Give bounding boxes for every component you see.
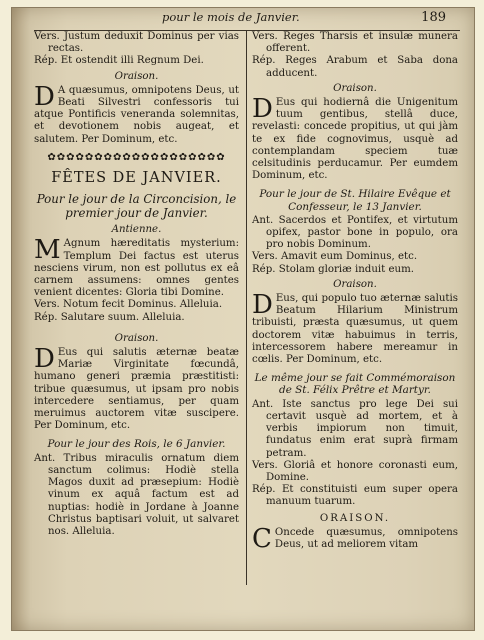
- section-heading: ORAISON.: [319, 512, 391, 524]
- right-column: [252, 31, 458, 554]
- section-heading: Oraison.: [333, 278, 377, 290]
- book-page: [12, 8, 474, 630]
- drop-capital: D: [34, 344, 55, 375]
- antiphon-paragraph: [34, 235, 239, 299]
- running-title: pour le mois de Janvier.: [162, 10, 300, 24]
- page-header: [12, 10, 474, 26]
- prayer-paragraph: [252, 94, 458, 182]
- response-text: Rép. Stolam gloriæ induit eum.: [252, 263, 414, 275]
- feast-heading: Pour le jour de la Circoncision, le premier jour de Janvier.: [36, 192, 237, 221]
- drop-capital: D: [252, 290, 273, 321]
- antiphon-text: Ant. Sacerdos et Pontifex, et virtutum opifex, pastor bone in populo, ora pro nobis Dominum.: [252, 214, 458, 251]
- left-column: [34, 31, 239, 538]
- prayer-text: Oncede quæsumus, omnipotens Deus, ut ad meliorem vitam: [274, 526, 458, 550]
- verse-text: Vers. Gloriâ et honore coronasti eum, Domine.: [252, 459, 458, 483]
- feast-heading: Le même jour se fait Commémoraison de St. Félix Prêtre et Martyr.: [254, 372, 456, 397]
- drop-capital: D: [34, 81, 55, 112]
- prayer-text: Eus qui hodiernâ die Unigenitum tuum gentibus, stellâ duce, revelasti: concede propitius, ut qui jàm te ex fide cognovimus, usquè ad contemplandam speciem tuæ celsitudinis perducamur. Per eumdem Dominum, etc.: [252, 97, 458, 182]
- prayer-paragraph: [252, 290, 458, 366]
- prayer-text: Eus, qui populo tuo æternæ salutis Beatum Hilarium Ministrum tribuisti, præsta quæsumus, ut quem doctorem vitæ habuimus in terris, intercessorem habere mereamur in cœlis. Per Dominum, etc.: [252, 293, 458, 366]
- page-title: FÊTES DE JANVIER.: [51, 170, 222, 187]
- prayer-paragraph: [34, 81, 239, 146]
- verse-text: Vers. Justum deduxit Dominus per vias rectas.: [34, 31, 239, 55]
- section-heading: Antienne.: [111, 224, 162, 236]
- feast-heading: Pour le jour des Rois, le 6 Janvier.: [47, 438, 226, 451]
- response-text: Rép. Et constituisti eum super opera manuum tuarum.: [252, 484, 458, 508]
- antiphon-text: Ant. Tribus miraculis ornatum diem sanctum colimus: Hodiè stella Magos duxit ad præsepium: Hodiè vinum ex aquâ factum est ad nuptias: hodiè in Jordane à Joanne Christus baptisari voluit, ut salvaret nos. Alleluia.: [34, 452, 239, 537]
- section-heading: Oraison.: [114, 332, 159, 344]
- response-text: Rép. Et ostendit illi Regnum Dei.: [34, 55, 204, 67]
- verse-text: Vers. Amavit eum Dominus, etc.: [252, 251, 418, 263]
- response-text: Rép. Reges Arabum et Saba dona adducent.: [252, 55, 458, 79]
- response-text: Rép. Salutare suum. Alleluia.: [34, 311, 185, 323]
- prayer-paragraph: [252, 523, 458, 554]
- prayer-text: Eus qui salutis æternæ beatæ Mariæ Virginitate fœcundâ, humano generi præmia præstitisti: tribue quæsumus, ut ipsam pro nobis intercedere sentiamus, per quam meruimus auctorem vitæ suscipere. Per Dominum, etc.: [34, 347, 239, 432]
- column-divider: [246, 30, 247, 585]
- antiphon-text: Agnum hæreditatis mysterium: Templum Dei factus est uterus nesciens virum, non est pollutus ex eâ carnem assumens: omnes gentes venient dicentes: Gloria tibi Domine.: [34, 238, 239, 299]
- prayer-paragraph: [34, 344, 239, 432]
- drop-capital: M: [34, 235, 61, 266]
- ornament-divider: ✿✿✿✿✿✿✿✿✿✿✿✿✿✿✿✿✿✿✿: [47, 151, 226, 163]
- feast-heading: Pour le jour de St. Hilaire Evêque et Confesseur, le 13 Janvier.: [259, 188, 451, 213]
- section-heading: Oraison.: [333, 82, 377, 94]
- section-heading: Oraison.: [114, 70, 159, 82]
- drop-capital: D: [252, 94, 273, 125]
- verse-text: Vers. Reges Tharsis et insulæ munera offerent.: [252, 31, 458, 55]
- antiphon-text: Ant. Iste sanctus pro lege Dei sui certavit usquè ad mortem, et à verbis impiorum non timuit, fundatus enim erat suprà firmam petram.: [252, 398, 458, 459]
- drop-capital: C: [252, 523, 272, 554]
- prayer-text: A quæsumus, omnipotens Deus, ut Beati Silvestri confessoris tui atque Pontificis veneranda solemnitas, et devotionem nobis augeat, et salutem. Per Dominum, etc.: [34, 84, 239, 145]
- verse-text: Vers. Notum fecit Dominus. Alleluia.: [34, 299, 223, 311]
- page-number: 189: [421, 10, 446, 25]
